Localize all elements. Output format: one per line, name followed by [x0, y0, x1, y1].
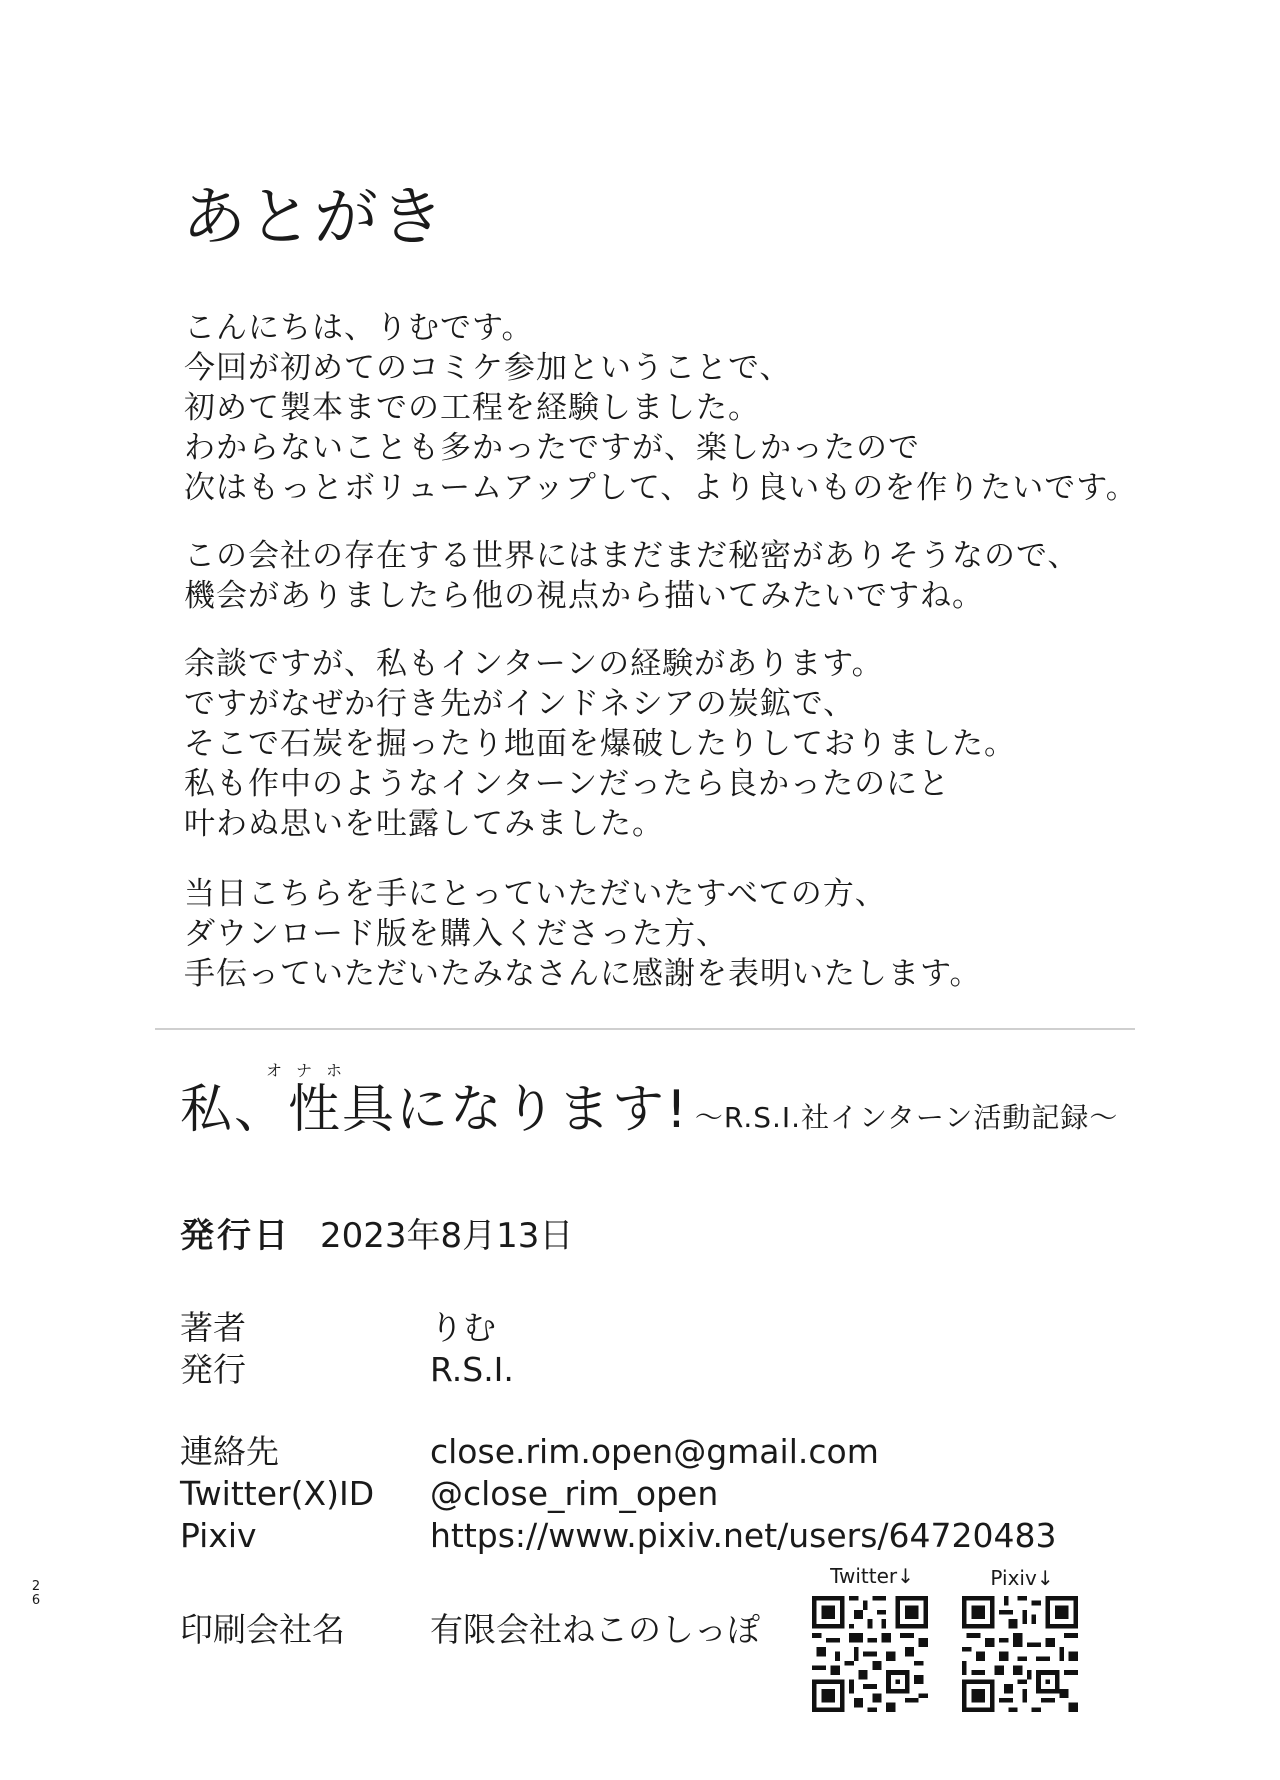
paragraph-line: 機会がありましたら他の視点から描いてみたいですね。	[184, 578, 984, 614]
twitter-qr-code[interactable]	[812, 1596, 928, 1712]
paragraph-line: 初めて製本までの工程を経験しました。	[184, 390, 760, 426]
twitter-id[interactable]: @close_rim_open	[430, 1474, 719, 1513]
page-number	[30, 1580, 42, 1608]
printer-value: 有限会社ねこのしっぽ	[430, 1610, 760, 1649]
publisher-label: 発行	[180, 1350, 246, 1389]
paragraph-line: わからないことも多かったですが、楽しかったので	[184, 430, 920, 466]
page-number-digit: 2	[31, 1579, 41, 1594]
page-number-digit: 6	[31, 1593, 41, 1608]
contact-label: 連絡先	[180, 1432, 279, 1471]
paragraph-line: 余談ですが、私もインターンの経験があります。	[184, 646, 884, 682]
paragraph-line: 手伝っていただいたみなさんに感謝を表明いたします。	[184, 956, 982, 992]
paragraph-line: 私も作中のようなインターンだったら良かったのにと	[184, 766, 951, 802]
paragraph-line: ですがなぜか行き先がインドネシアの炭鉱で、	[184, 686, 856, 722]
paragraph-line: こんにちは、りむです。	[184, 310, 534, 346]
page-title: あとがき	[182, 181, 446, 255]
paragraph-line: この会社の存在する世界にはまだまだ秘密がありそうなので、	[184, 538, 1080, 574]
twitter-label: Twitter(X)ID	[180, 1474, 375, 1513]
afterword-paragraph-3	[184, 644, 1144, 844]
publish-date-label: 発行日	[180, 1216, 291, 1256]
paragraph-line: 当日こちらを手にとっていただいたすべての方、	[184, 876, 887, 912]
afterword-paragraph-1	[184, 308, 1144, 508]
printer-label: 印刷会社名	[180, 1610, 345, 1649]
pixiv-url[interactable]: https://www.pixiv.net/users/64720483	[430, 1516, 1057, 1555]
paragraph-line: 今回が初めてのコミケ参加ということで、	[184, 350, 792, 386]
contact-email[interactable]: close.rim.open@gmail.com	[430, 1432, 879, 1471]
twitter-qr-label: Twitter↓	[830, 1564, 914, 1588]
paragraph-line: 次はもっとボリュームアップして、より良いものを作りたいです。	[184, 470, 1138, 506]
paragraph-line: 叶わぬ思いを吐露してみました。	[184, 806, 664, 842]
pixiv-qr-label: Pixiv↓	[990, 1566, 1054, 1590]
book-title	[180, 1080, 1118, 1140]
book-title-subtitle: 〜R.S.I.社インターン活動記録〜	[694, 1101, 1119, 1134]
afterword-paragraph-2	[184, 536, 1144, 616]
author-value: りむ	[430, 1308, 496, 1347]
author-label: 著者	[180, 1308, 246, 1347]
publish-date-value: 2023年8月13日	[320, 1216, 574, 1256]
section-divider	[155, 1028, 1135, 1030]
publisher-value: R.S.I.	[430, 1350, 514, 1389]
book-title-main: 私、性具になります!	[180, 1080, 689, 1140]
pixiv-label: Pixiv	[180, 1516, 257, 1555]
paragraph-line: ダウンロード版を購入くださった方、	[184, 916, 728, 952]
afterword-paragraph-4	[184, 874, 1144, 994]
pixiv-qr-code[interactable]	[962, 1596, 1078, 1712]
paragraph-line: そこで石炭を掘ったり地面を爆破したりしておりました。	[184, 726, 1016, 762]
title-ruby: オナホ	[266, 1061, 357, 1080]
page-number-text	[30, 1580, 42, 1608]
